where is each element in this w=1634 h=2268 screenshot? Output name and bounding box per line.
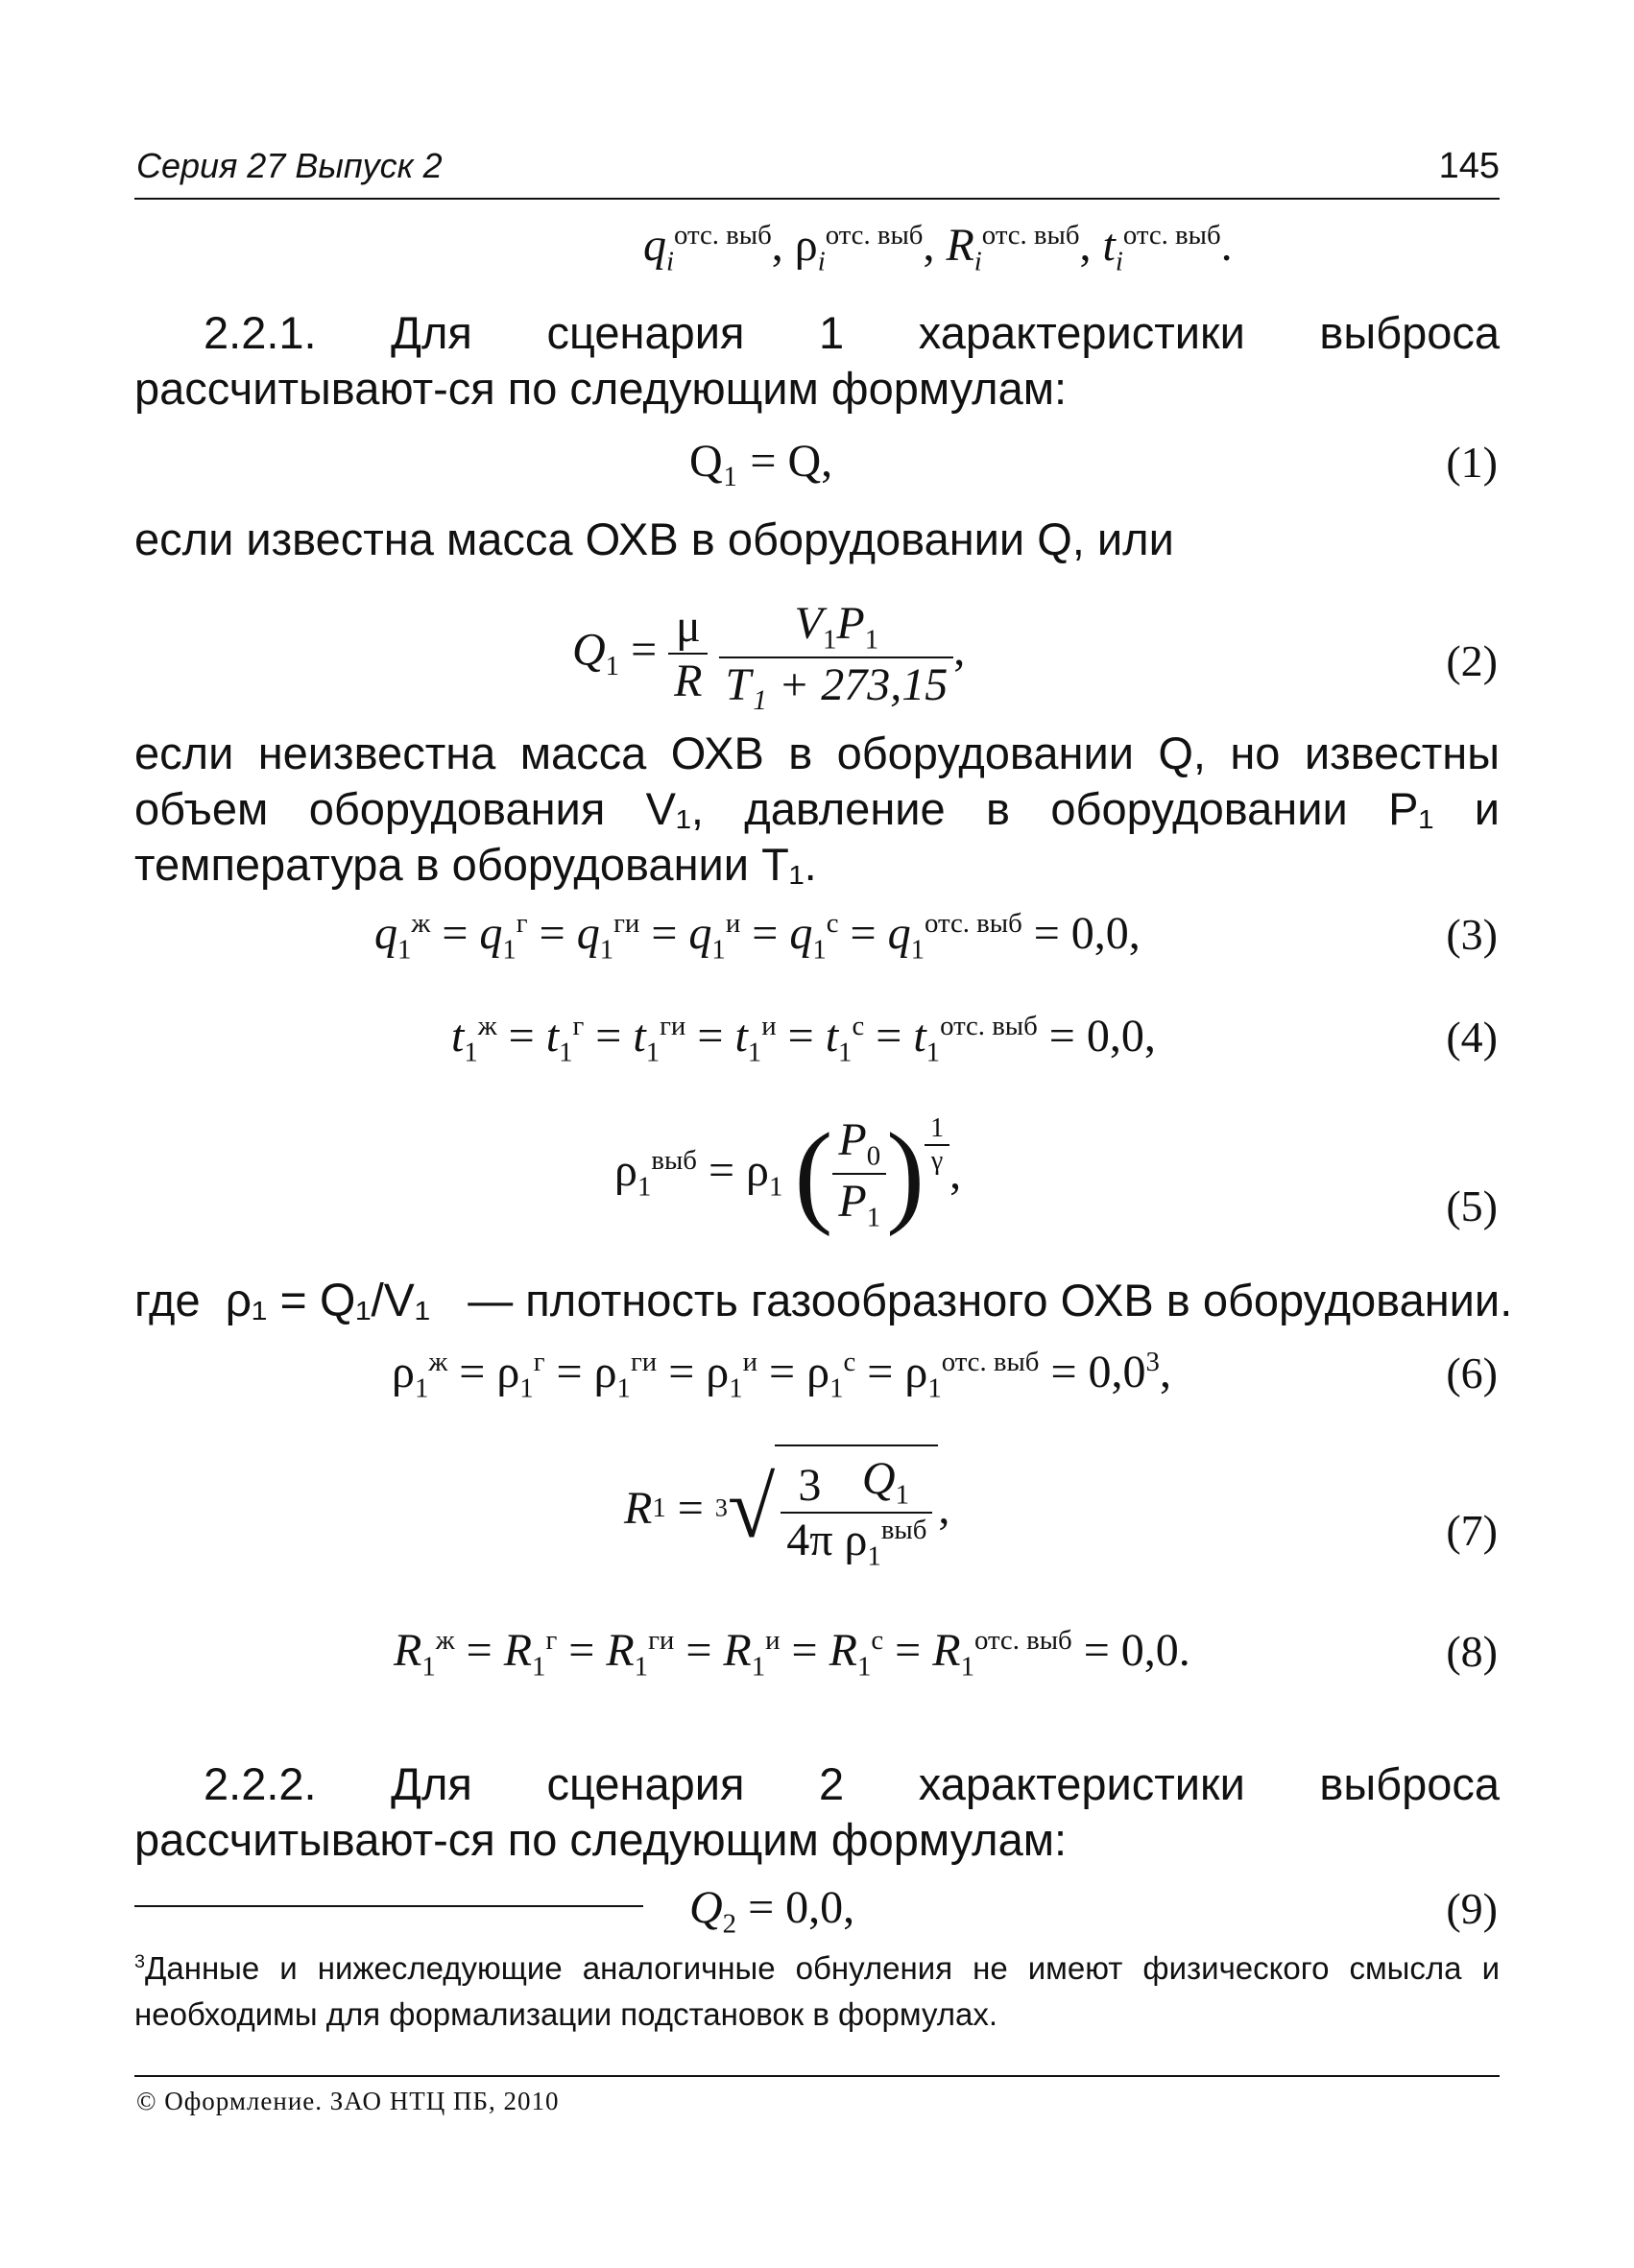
formula-line-ots-vyb: $q_i^{отс. выб}$, $\rho_i^{отс. выб}$, $R_i^{отс. выб}$, $t_i^{отс. выб}$. [643,220,1233,277]
equation-7: R1 = 3√ $\frac{3}{4\pi}$ $\frac{Q_1}{\rho_1^{выб}}$ , [624,1444,949,1572]
equation-2: $Q_1$ = $\frac{\mu}{R}$ $\frac{V_1P_1}{\text{T₁ + 273,15}}$ , [572,598,966,710]
equation-4: $t_1^ж = t_1^г = t_1^{ги} = t_1^и = t_1^с = t_1^{отс. выб} = 0,0$, [451,1011,1156,1068]
text-after-eq1: если известна масса ОХВ в оборудовании Q, или [134,513,1174,564]
page-number: 145 [1438,146,1500,186]
equation-3: $q_1^ж = q_1^г = q_1^{ги} = q_1^и = q_1^с = q_1^{отс. выб} = 0,0$, [374,908,1141,966]
running-header-series: Серия 27 Выпуск 2 [136,146,443,185]
rho-description: — плотность газообразного ОХВ в оборудовании. [468,1275,1513,1325]
equation-number-4: (4) [1446,1013,1498,1062]
footnote-3 [134,1939,1500,2038]
equation-1: Q₁ = Q, [689,436,833,487]
paragraph-2-2-1: 2.2.1. Для сценария 1 характеристики выброса рассчитывают-ся по следующим формулам: [134,307,1500,414]
equation-number-3: (3) [1446,910,1498,959]
footnote-marker: 3 [134,1951,146,1972]
equation-5: $\rho_1^{выб} = \rho_1$ ( $\frac{P_0}{P_1}$ ) $\frac{1}{\gamma}$ , [614,1109,962,1237]
equation-number-6: (6) [1446,1349,1498,1397]
where-rho-line [134,1273,1513,1329]
footer-divider [134,2075,1500,2077]
footnote-divider [134,1905,643,1907]
text-after-eq2: если неизвестна масса ОХВ в оборудовании Q, но известны объем оборудования V₁, давление в оборудовании P₁ и температура в оборудовании T₁. [134,728,1500,890]
equation-number-8: (8) [1446,1627,1498,1676]
equation-number-9: (9) [1446,1884,1498,1933]
equation-8: $R_1^ж = R_1^г = R_1^{ги} = R_1^и = R_1^с = R_1^{отс. выб} = 0,0$. [394,1625,1190,1683]
header-divider [134,198,1500,200]
copyright: © Оформление. ЗАО НТЦ ПБ, 2010 [136,2087,560,2115]
equation-number-7: (7) [1446,1506,1498,1555]
equation-6: $\rho_1^ж = \rho_1^г = \rho_1^{ги} = \rho_1^и = \rho_1^с = \rho_1^{отс. выб} = 0,0^3$, [392,1347,1171,1404]
where-prefix: где [134,1275,201,1325]
equation-9: $Q_2 = 0,0$, [689,1882,855,1940]
footnote-text: Данные и нижеследующие аналогичные обнуления не имеют физического смысла и необходимы для формализации подстановок в формулах. [134,1950,1500,2032]
equation-number-2: (2) [1446,636,1498,685]
equation-number-1: (1) [1446,438,1498,487]
paragraph-2-2-2: 2.2.2. Для сценария 2 характеристики выброса рассчитывают-ся по следующим формулам: [134,1758,1500,1865]
equation-number-5: (5) [1446,1182,1498,1230]
rho-definition: ρ₁ = Q₁/V₁ [225,1276,431,1326]
